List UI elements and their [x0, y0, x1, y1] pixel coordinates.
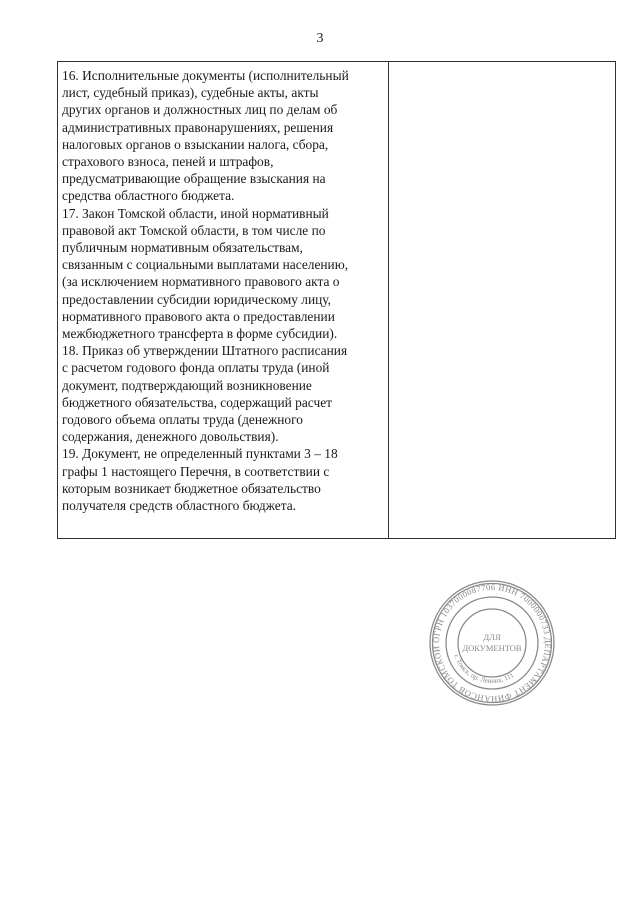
list-item-18: 18. Приказ об утверждении Штатного расписания с расчетом годового фонда оплаты труда (иной документ, подтверждающий возникновение бюджетного обязательства, содержащий расчет годового объема оплаты труда (денежного содержания, денежного довольствия).: [62, 343, 348, 445]
page-number: 3: [316, 31, 324, 46]
list-item-16: 16. Исполнительные документы (исполнительный лист, судебный приказ), судебные акты, акты других органов и должностных лиц по делам об административных правонарушениях, решения налоговых органов о взыскании налога, сбора, страхового взноса, пеней и штрафов, предусматривающие обращение взыскания на средства областного бюджета.: [62, 68, 349, 204]
table-right-column: [389, 62, 615, 538]
list-item-17: 17. Закон Томской области, иной нормативный правовой акт Томской области, в том числе по публичным нормативным обязательствам, связанным с социальными выплатами населению, (за исключением нормативного правового акта о предоставлении субсидии юридическому лицу, нормативного правового акта о предоставлении межбюджетного трансферта в форме субсидии).: [62, 205, 349, 342]
stamp-center-line1: ДЛЯ: [483, 632, 501, 642]
stamp-outer-text: ОГРН 1037000087706 ИНН 7000000733 ДЕПАРТАМЕНТ ФИНАНСОВ ТОМСКОЙ: [430, 581, 554, 705]
table-left-column: [58, 62, 389, 538]
official-stamp: [428, 579, 556, 707]
stamp-seal-graphic: [428, 579, 556, 707]
stamp-inner-text: г. Томск, пр. Ленина, 111: [452, 653, 516, 686]
list-item-19: 19. Документ, не определенный пунктами 3 – 18 графы 1 настоящего Перечня, в соответствии с которым возникает бюджетное обязательство получателя средств областного бюджета.: [62, 446, 338, 514]
stamp-center-line2: ДОКУМЕНТОВ: [462, 643, 522, 653]
document-table: [57, 61, 616, 539]
